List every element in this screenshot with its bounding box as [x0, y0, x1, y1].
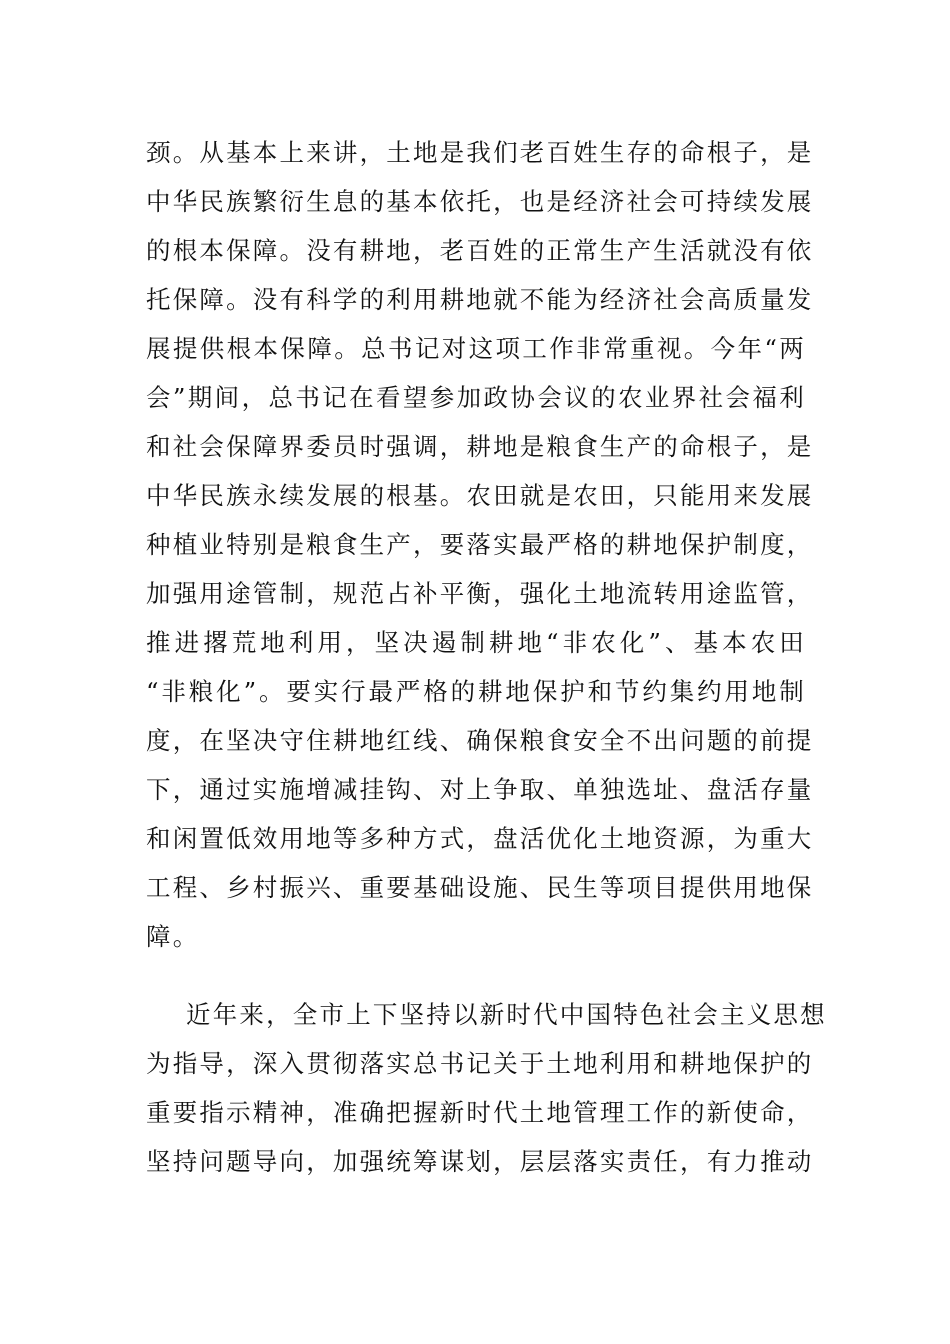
text-line: 度，在坚决守住耕地红线、确保粮食安全不出问题的前提 — [146, 726, 814, 755]
text-line: 近年来，全市上下坚持以新时代中国特色社会主义思想 — [186, 1000, 827, 1029]
text-line: 会”期间，总书记在看望参加政协会议的农业界社会福利 — [146, 383, 806, 412]
text-line: 中华民族永续发展的根基。农田就是农田，只能用来发展 — [146, 481, 814, 510]
text-line: 坚持问题导向，加强统筹谋划，层层落实责任，有力推动 — [146, 1147, 814, 1176]
text-line: 重要指示精神，准确把握新时代土地管理工作的新使命， — [146, 1098, 814, 1127]
text-line: 中华民族繁衍生息的基本依托，也是经济社会可持续发展 — [146, 187, 814, 216]
text-line: 推进撂荒地利用，坚决遏制耕地“非农化”、基本农田 — [146, 628, 806, 657]
text-line: 障。 — [146, 922, 200, 951]
text-line: 和闲置低效用地等多种方式，盘活优化土地资源，为重大 — [146, 824, 814, 853]
text-line: 颈。从基本上来讲，土地是我们老百姓生存的命根子，是 — [146, 138, 814, 167]
paragraph-2 — [146, 990, 827, 1186]
paragraph-1 — [146, 128, 814, 961]
text-line: 种植业特别是粮食生产，要落实最严格的耕地保护制度， — [146, 530, 814, 559]
text-line: 展提供根本保障。总书记对这项工作非常重视。今年“两 — [146, 334, 806, 363]
text-line: 工程、乡村振兴、重要基础设施、民生等项目提供用地保 — [146, 873, 814, 902]
text-line: 加强用途管制，规范占补平衡，强化土地流转用途监管， — [146, 579, 814, 608]
text-line: 托保障。没有科学的利用耕地就不能为经济社会高质量发 — [146, 285, 814, 314]
text-line: “非粮化”。要实行最严格的耕地保护和节约集约用地制 — [146, 677, 806, 706]
text-line: 和社会保障界委员时强调，耕地是粮食生产的命根子，是 — [146, 432, 814, 461]
text-line: 为指导，深入贯彻落实总书记关于土地利用和耕地保护的 — [146, 1049, 814, 1078]
text-line: 下，通过实施增减挂钩、对上争取、单独选址、盘活存量 — [146, 775, 814, 804]
text-line: 的根本保障。没有耕地，老百姓的正常生产生活就没有依 — [146, 236, 814, 265]
